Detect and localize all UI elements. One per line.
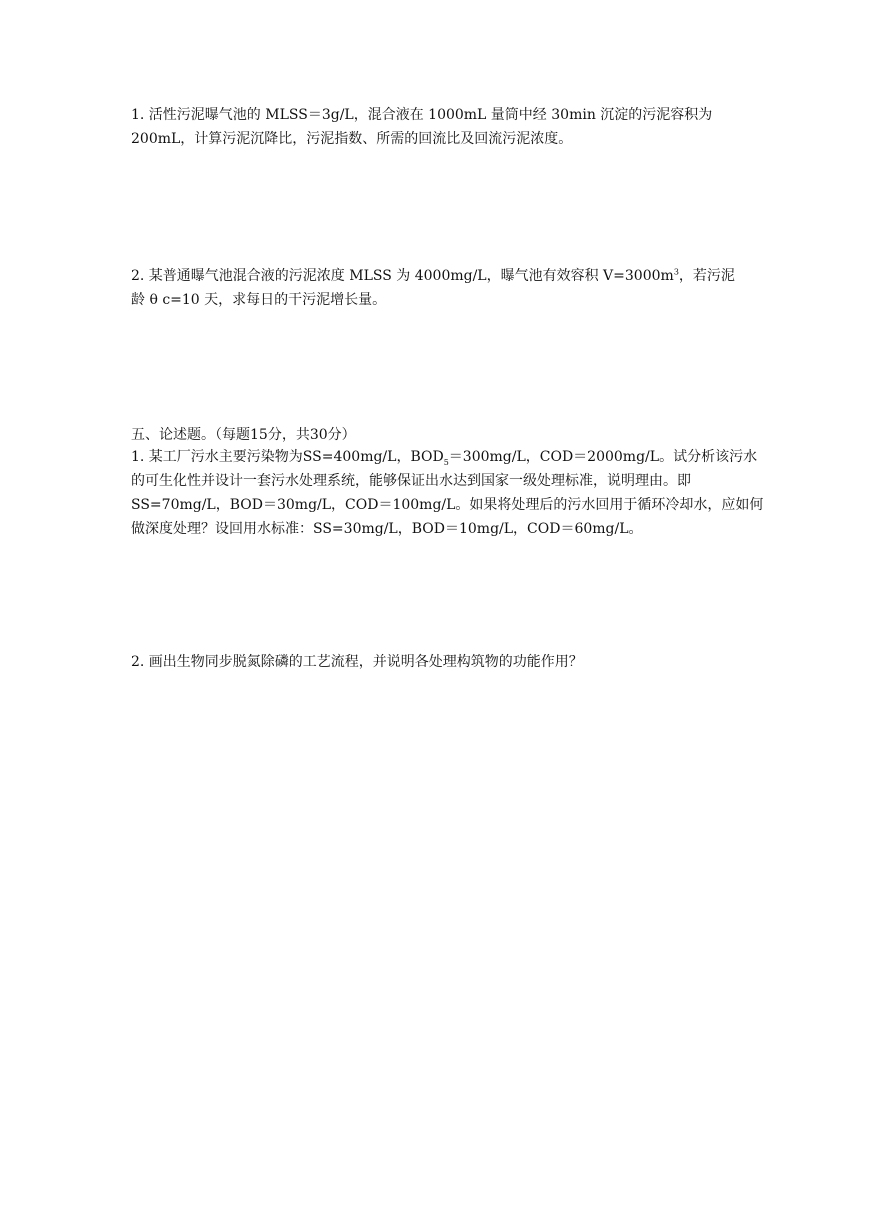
essay-question-1-text-a: 1. 某工厂污水主要污染物为SS=400mg/L，BOD xyxy=(131,449,444,465)
calc-question-2-text-b: ，若污泥 xyxy=(678,268,735,284)
essay-question-1-line-3: SS=70mg/L，BOD＝30mg/L，COD＝100mg/L。如果将处理后的污水回用于循环冷却水，应如何 xyxy=(131,497,764,513)
essay-question-1-text-b: ＝300mg/L，COD＝2000mg/L。试分析该污水 xyxy=(448,449,758,465)
calc-question-2-line-1 xyxy=(131,264,737,288)
essay-question-2 xyxy=(131,650,737,674)
calc-question-1 xyxy=(131,103,737,151)
calc-question-1-line-1: 1. 活性污泥曝气池的 MLSS＝3g/L，混合液在 1000mL 量筒中经 30min 沉淀的污泥容积为 xyxy=(131,107,713,123)
calc-question-2-line-2: 龄 θ c=10 天，求每日的干污泥增长量。 xyxy=(131,292,387,308)
essay-question-1-line-4: 做深度处理？设回用水标准：SS=30mg/L，BOD＝10mg/L，COD＝60mg/L。 xyxy=(131,521,643,537)
calc-question-2 xyxy=(131,264,737,312)
superscript-3: 3 xyxy=(673,267,679,277)
essay-question-1-line-1 xyxy=(131,445,758,469)
essay-question-1 xyxy=(131,445,764,541)
calc-question-2-text-a: 2. 某普通曝气池混合液的污泥浓度 MLSS 为 4000mg/L，曝气池有效容积 V=3000m xyxy=(131,268,674,284)
section-five-heading: 五、论述题。（每题15分，共30分） xyxy=(131,427,356,443)
essay-question-1-line-2: 的可生化性并设计一套污水处理系统，能够保证出水达到国家一级处理标准，说明理由。即 xyxy=(131,473,691,489)
essay-question-2-line-1: 2. 画出生物同步脱氮除磷的工艺流程，并说明各处理构筑物的功能作用？ xyxy=(131,654,583,670)
calc-question-1-line-2: 200mL，计算污泥沉降比，污泥指数、所需的回流比及回流污泥浓度。 xyxy=(131,131,573,147)
subscript-5: 5 xyxy=(443,457,449,467)
